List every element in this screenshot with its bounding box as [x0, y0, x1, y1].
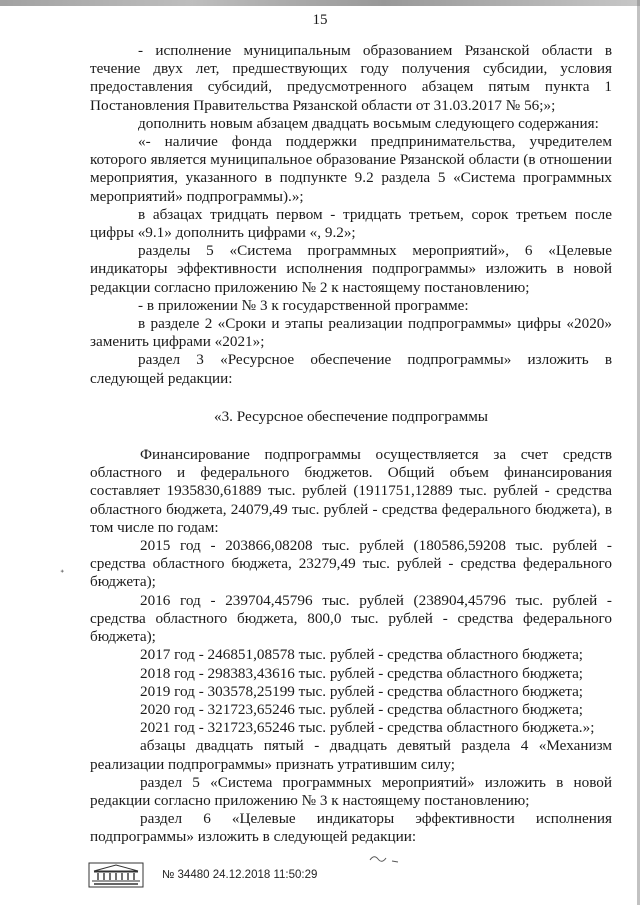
paragraph: в абзацах тридцать первом - тридцать третьем, сорок третьем после цифры «9.1» дополнить цифрами «, 9.2»;: [90, 205, 612, 242]
paragraph: - исполнение муниципальным образованием Рязанской области в течение двух лет, предшествующих году получения субсидии, условия предоставления субсидий, предусмотренного абзацем пятым пункта 1 Постановления Правительства Рязанской области от 31.03.2017 № 56;»;: [90, 42, 612, 114]
closing-paragraph: раздел 6 «Целевые индикаторы эффективности исполнения подпрограммы» изложить в следующей редакции:: [90, 810, 612, 846]
financing-year: 2016 год - 239704,45796 тыс. рублей (238904,45796 тыс. рублей - средства областного бюджета, 800,0 тыс. рублей - средства федерального бюджета);: [90, 591, 612, 646]
paragraph: в разделе 2 «Сроки и этапы реализации подпрограммы» цифры «2020» заменить цифрами «2021»;: [90, 315, 612, 351]
scan-edge-top: [0, 0, 640, 6]
registration-stamp: № 34480 24.12.2018 11:50:29: [162, 869, 318, 881]
financing-year: 2019 год - 303578,25199 тыс. рублей - средства областного бюджета;: [140, 682, 584, 700]
paragraph: дополнить новым абзацем двадцать восьмым следующего содержания:: [138, 114, 599, 132]
financing-year: 2020 год - 321723,65246 тыс. рублей - средства областного бюджета;: [140, 700, 584, 718]
financing-year: 2018 год - 298383,43616 тыс. рублей - средства областного бюджета;: [140, 664, 584, 682]
financing-paragraph: Финансирование подпрограммы осуществляется за счет средств областного и федерального бюджетов. Общий объем финансирования составляет 1935830,61889 тыс. рублей (1911751,12889 тыс. рублей - средства областного бюджета, 24079,49 тыс. рублей - средства федерального бюджета), в том числе по годам:: [90, 446, 612, 536]
footer: [88, 860, 317, 890]
paragraph: разделы 5 «Система программных мероприятий», 6 «Целевые индикаторы эффективности исполнения подпрограммы» изложить в новой редакции согласно приложению № 2 к настоящему постановлению;: [90, 242, 612, 296]
page-number: 15: [312, 12, 328, 28]
closing-paragraph: раздел 5 «Система программных мероприятий» изложить в новой редакции согласно приложению № 3 к настоящему постановлению;: [90, 773, 612, 809]
financing-year: 2015 год - 203866,08208 тыс. рублей (180586,59208 тыс. рублей - средства областного бюджета, 23279,49 тыс. рублей - средства федерального бюджета);: [90, 537, 612, 591]
section-heading: «3. Ресурсное обеспечение подпрограммы: [213, 407, 489, 425]
government-building-icon: [88, 862, 144, 888]
signature-scribble-icon: [368, 852, 408, 871]
document-body: [90, 42, 612, 847]
paragraph: раздел 3 «Ресурсное обеспечение подпрограммы» изложить в следующей редакции:: [90, 351, 612, 387]
paragraph: «- наличие фонда поддержки предпринимательства, учредителем которого является муниципальное образование Рязанской области (в отношении мероприятия, указанного в подпункте 9.2 раздела 5 «Система программных мероприятий» подпрограммы).»;: [90, 133, 612, 205]
paragraph: - в приложении № 3 к государственной программе:: [138, 296, 469, 314]
financing-year: 2021 год - 321723,65246 тыс. рублей - средства областного бюджета.»;: [140, 719, 595, 737]
closing-paragraph: абзацы двадцать пятый - двадцать девятый раздела 4 «Механизм реализации подпрограммы» признать утратившим силу;: [90, 737, 612, 773]
margin-mark: ᐩ: [60, 568, 65, 580]
financing-year: 2017 год - 246851,08578 тыс. рублей - средства областного бюджета;: [140, 646, 584, 664]
